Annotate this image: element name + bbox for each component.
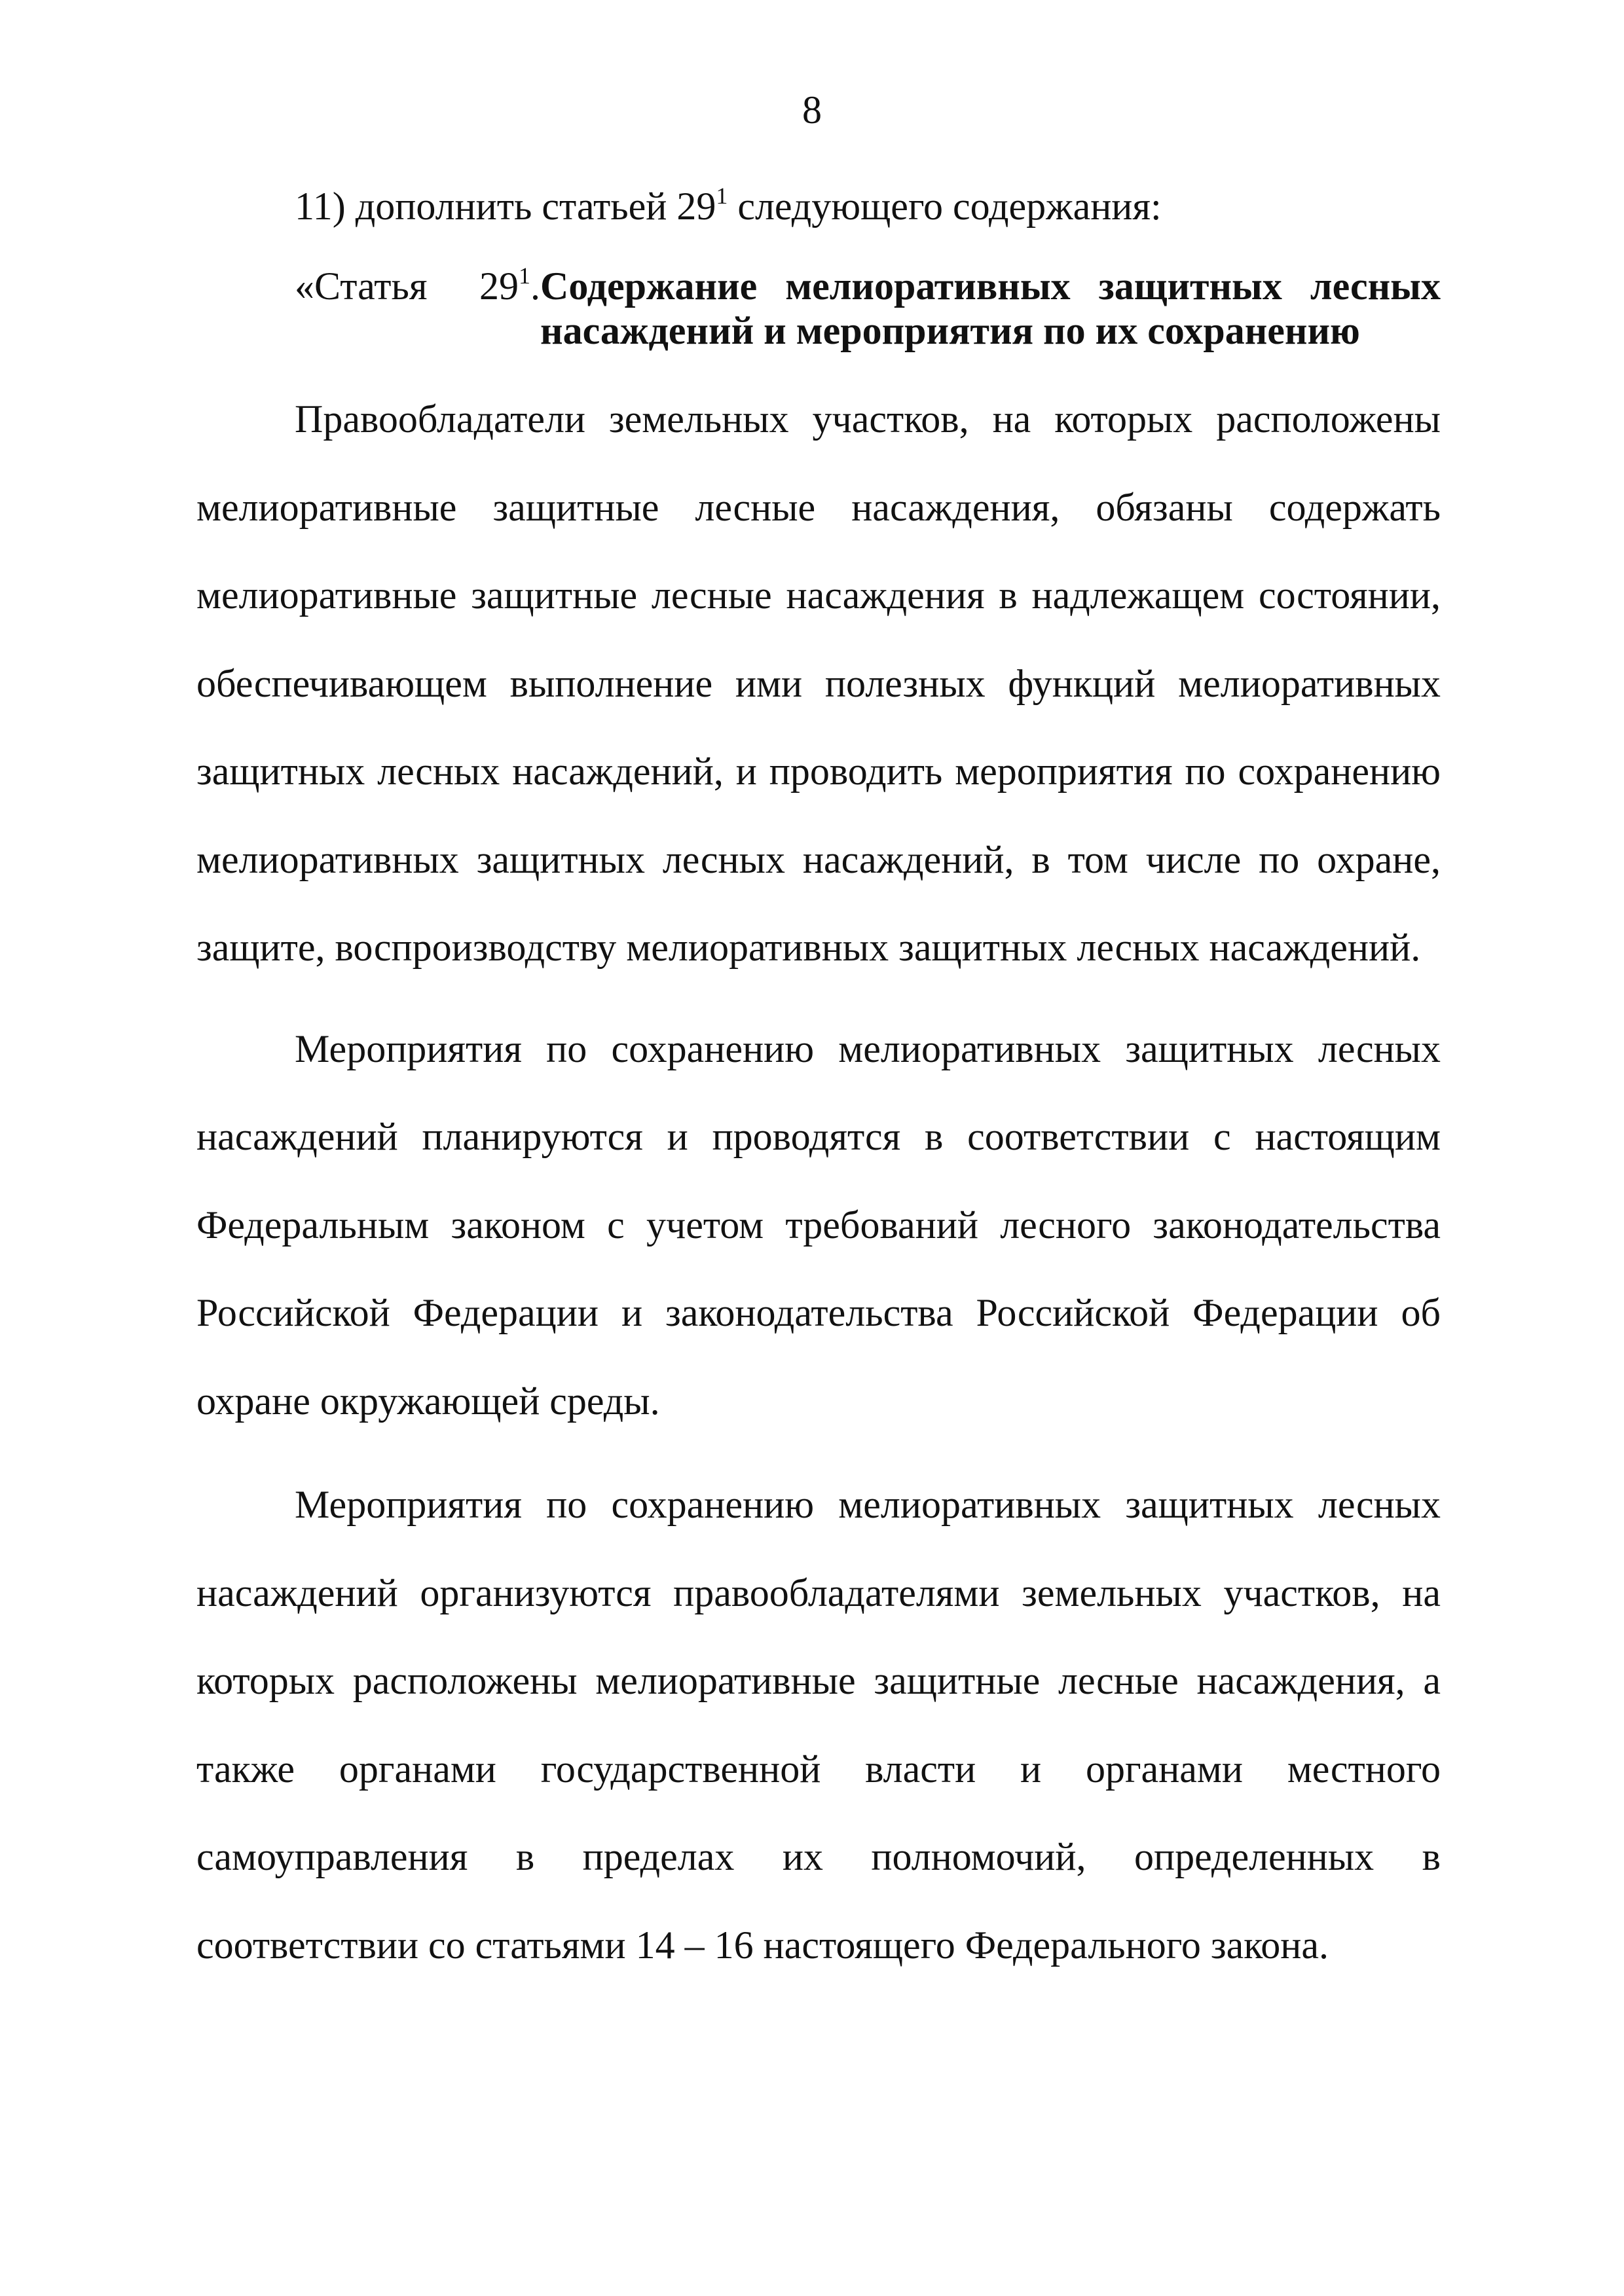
paragraph-1: Правообладатели земельных участков, на которых расположены мелиоративные защитные лесные насаждения, обязаны содержать мелиоративные защитные лесные насаждения в надлежащем состоянии, обеспечивающем выполнение ими полезных функций мелиоративных защитных лесных насаждений, и проводить мероприятия по сохранению мелиоративных защитных лесных насаждений, в том числе по охране, защите, воспроизводству мелиоративных защитных лесных насаждений. (196, 397, 1441, 969)
amendment-clause (196, 180, 1441, 232)
article-prefix-superscript: 1 (519, 263, 530, 289)
article-prefix (196, 264, 540, 353)
article-prefix-number-group (479, 264, 540, 353)
article-prefix-word: «Статья (295, 264, 428, 308)
article-heading (196, 264, 1441, 353)
amendment-superscript: 1 (716, 183, 728, 209)
paragraph-3: Мероприятия по сохранению мелиоративных защитных лесных насаждений организуются правообладателями земельных участков, на которых расположены мелиоративные защитные лесные насаждения, а также органами государственной власти и органами местного самоуправления в пределах их полномочий, определенных в соответствии со статьями 14 – 16 настоящего Федерального закона. (196, 1483, 1441, 1967)
article-title-line-1: Содержание мелиоративных защитных лесных (540, 264, 1441, 308)
document-body (196, 180, 1441, 1989)
article-title-line-2: насаждений и мероприятия по их сохранению (540, 309, 1360, 352)
amendment-text-before: 11) дополнить статьей 29 (295, 185, 716, 228)
article-title (540, 264, 1441, 353)
article-prefix-dot: . (530, 264, 540, 308)
amendment-text-after: следующего содержания: (728, 185, 1162, 228)
page-number: 8 (802, 88, 822, 132)
article-prefix-number: 29 (479, 264, 519, 308)
paragraph-2: Мероприятия по сохранению мелиоративных защитных лесных насаждений планируются и проводятся в соответствии с настоящим Федеральным законом с учетом требований лесного законодательства Российской Федерации и законодательства Российской Федерации об охране окружающей среды. (196, 1027, 1441, 1423)
